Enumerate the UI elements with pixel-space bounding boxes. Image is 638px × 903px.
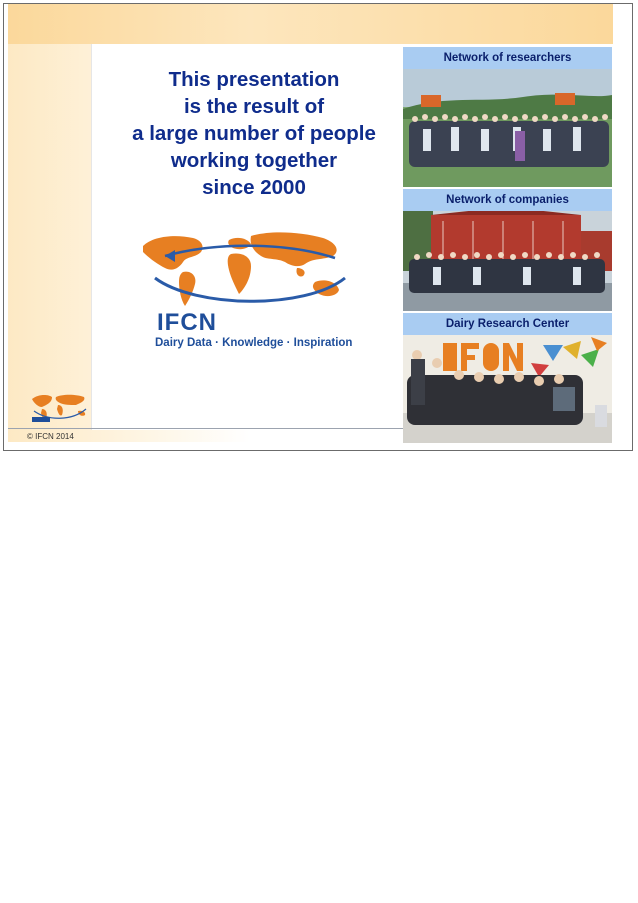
brand-tagline: Dairy Data · Knowledge · Inspiration xyxy=(155,337,353,349)
headline-line: This presentation xyxy=(168,68,340,91)
headline-line: a large number of people xyxy=(132,122,376,145)
headline-line: since 2000 xyxy=(202,176,306,199)
caption-dairy-research-center: Dairy Research Center xyxy=(403,313,612,335)
slide-headline xyxy=(108,66,400,201)
slide-top-band xyxy=(8,4,613,44)
small-world-map-icon xyxy=(28,391,90,425)
ifcn-logo xyxy=(135,228,357,358)
caption-network-of-companies: Network of companies xyxy=(403,189,612,211)
headline-line: working together xyxy=(170,149,338,172)
copyright-notice: © IFCN 2014 xyxy=(27,432,74,441)
headline-line: is the result of xyxy=(183,95,325,118)
footer-divider xyxy=(8,428,403,429)
photo-companies xyxy=(403,211,612,311)
photo-research-center xyxy=(403,335,612,443)
ifcn-small-logo xyxy=(28,391,90,425)
world-map-icon xyxy=(135,228,357,310)
photo-researchers xyxy=(403,69,612,187)
brand-name: IFCN xyxy=(157,309,217,336)
caption-network-of-researchers: Network of researchers xyxy=(403,47,612,69)
